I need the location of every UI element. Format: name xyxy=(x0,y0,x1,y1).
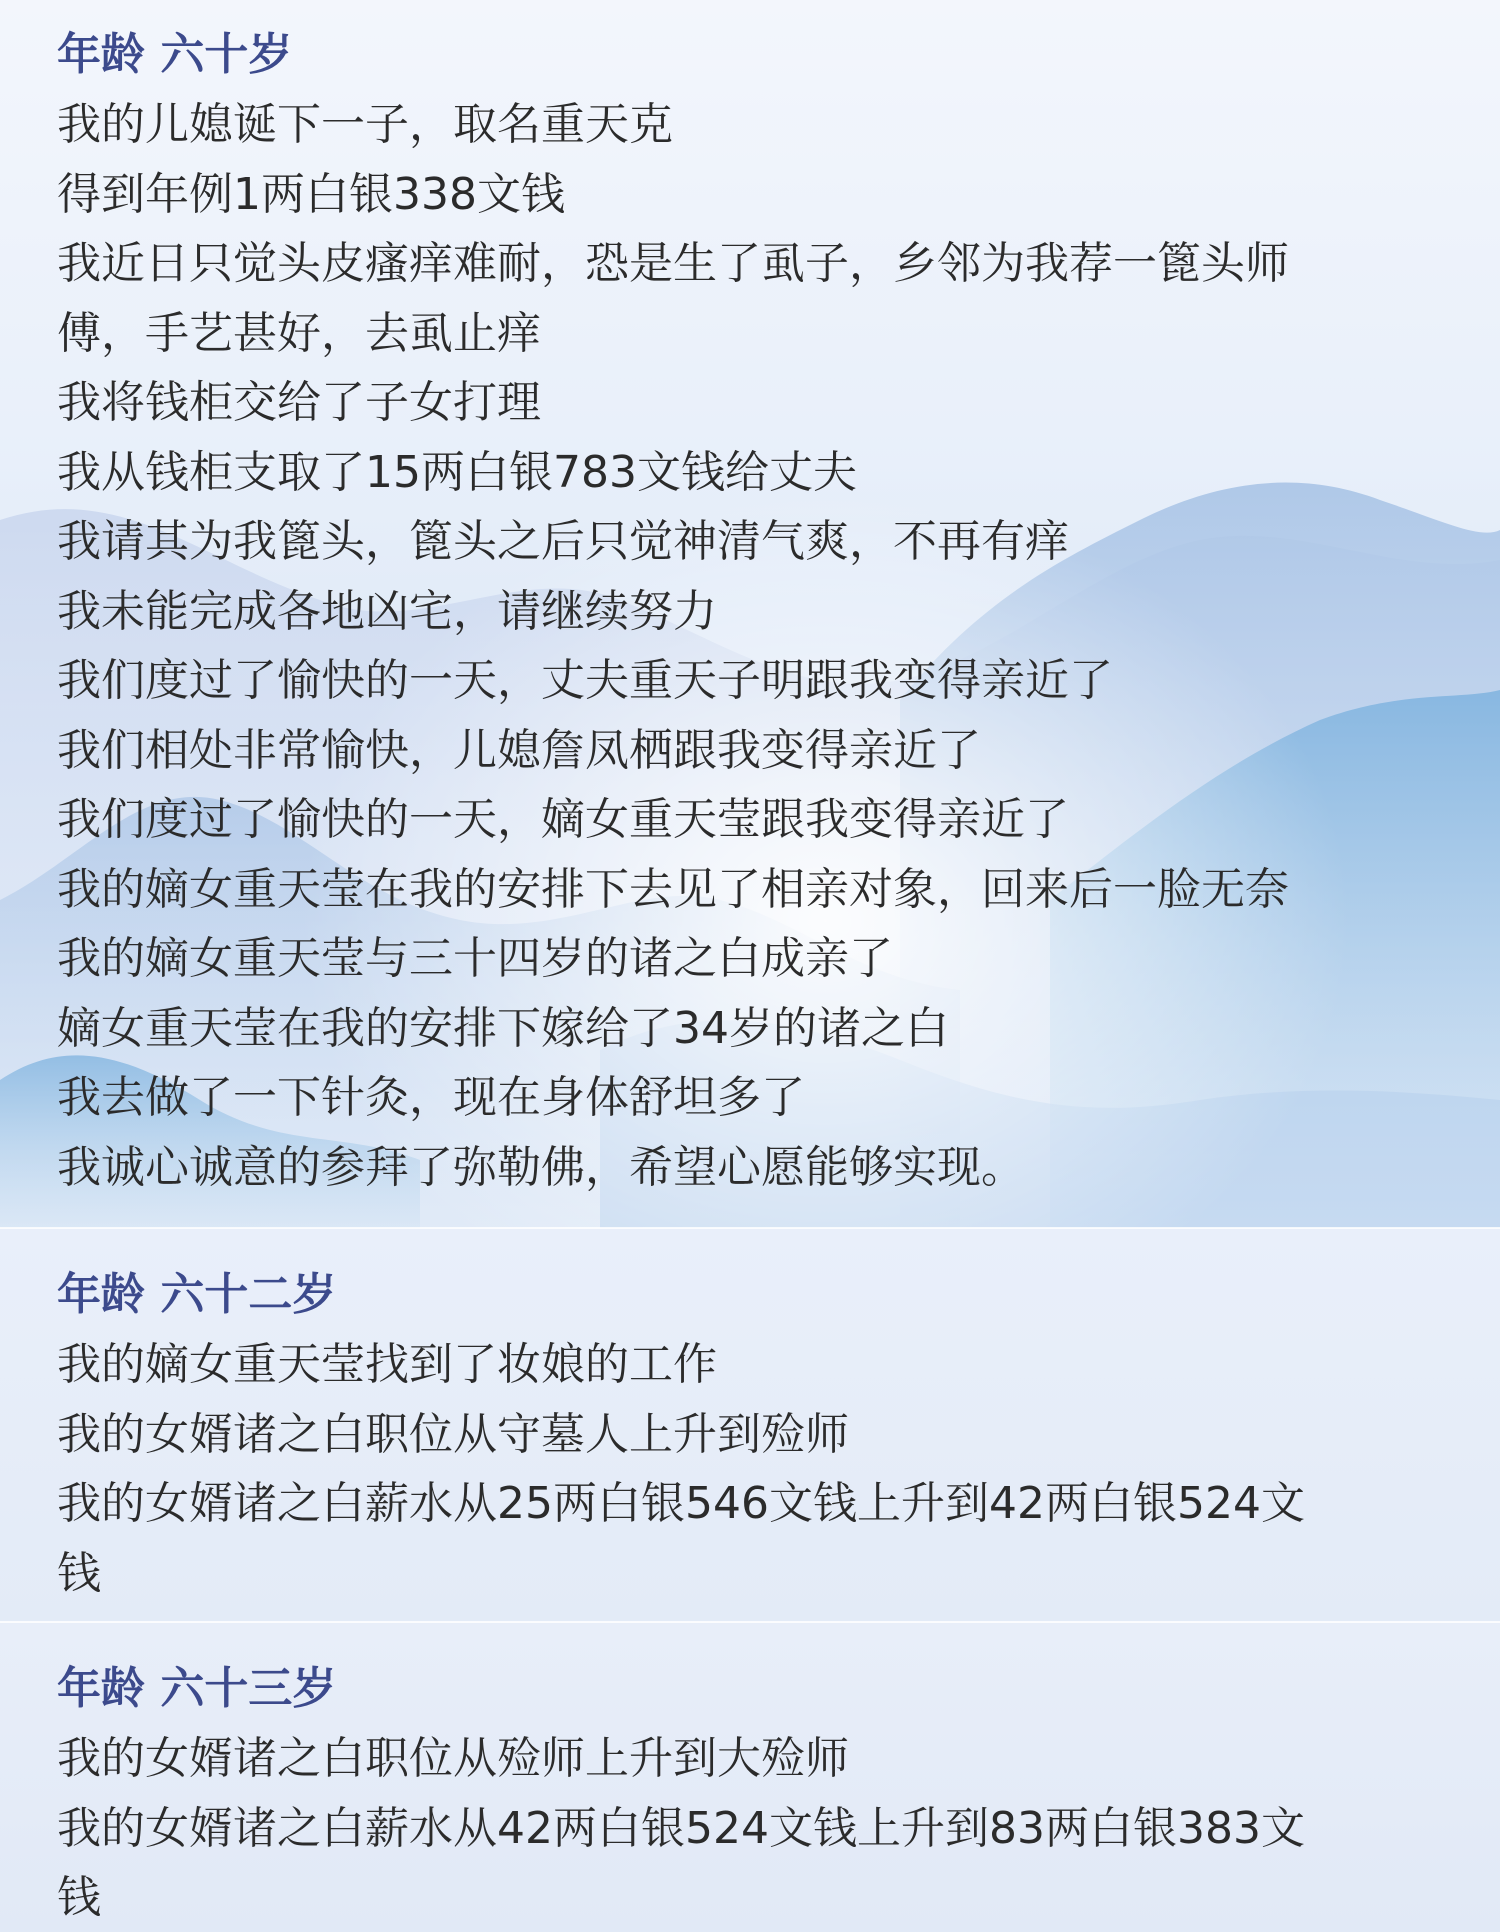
log-line: 我的嫡女重天莹与三十四岁的诸之白成亲了 xyxy=(57,933,893,984)
log-line: 我的女婿诸之白职位从守墓人上升到殓师 xyxy=(57,1408,849,1460)
log-line: 我的嫡女重天莹找到了妆娘的工作 xyxy=(57,1339,717,1390)
log-line: 傅，手艺甚好，去虱止痒 xyxy=(57,307,541,359)
age-title: 年龄 六十岁 xyxy=(57,29,293,80)
age-title: 年龄 六十二岁 xyxy=(57,1269,337,1320)
log-line: 我们度过了愉快的一天，嫡女重天莹跟我变得亲近了 xyxy=(57,794,1069,845)
section-divider xyxy=(0,1227,1500,1229)
log-line: 钱 xyxy=(57,1547,101,1599)
log-line: 我将钱柜交给了子女打理 xyxy=(57,377,541,428)
section-divider xyxy=(0,1621,1500,1623)
log-line: 我的女婿诸之白职位从殓师上升到大殓师 xyxy=(57,1733,849,1784)
age-section-62 xyxy=(0,1228,1500,1622)
log-line: 我们相处非常愉快，儿媳詹凤栖跟我变得亲近了 xyxy=(57,724,981,776)
log-line: 我未能完成各地凶宅，请继续努力 xyxy=(57,585,717,637)
log-line: 我从钱柜支取了15两白银783文钱给丈夫 xyxy=(57,446,857,498)
log-line: 嫡女重天莹在我的安排下嫁给了34岁的诸之白 xyxy=(57,1002,949,1054)
log-line: 我的嫡女重天莹在我的安排下去见了相亲对象，回来后一脸无奈 xyxy=(57,863,1289,915)
log-line: 得到年例1两白银338文钱 xyxy=(57,168,565,220)
log-line: 钱 xyxy=(57,1872,101,1923)
log-line: 我去做了一下针灸，现在身体舒坦多了 xyxy=(57,1072,805,1123)
log-line: 我诚心诚意的参拜了弥勒佛，希望心愿能够实现。 xyxy=(57,1141,1025,1193)
log-line: 我的女婿诸之白薪水从42两白银524文钱上升到83两白银383文 xyxy=(57,1802,1305,1854)
age-section-63 xyxy=(0,1622,1500,1932)
age-title: 年龄 六十三岁 xyxy=(57,1663,337,1714)
log-line: 我的女婿诸之白薪水从25两白银546文钱上升到42两白银524文 xyxy=(57,1478,1305,1529)
log-line: 我们度过了愉快的一天，丈夫重天子明跟我变得亲近了 xyxy=(57,655,1113,706)
log-line: 我近日只觉头皮瘙痒难耐，恐是生了虱子，乡邻为我荐一篦头师 xyxy=(57,238,1289,289)
log-line: 我请其为我篦头，篦头之后只觉神清气爽，不再有痒 xyxy=(57,516,1069,567)
log-line: 我的儿媳诞下一子，取名重天克 xyxy=(57,99,673,150)
